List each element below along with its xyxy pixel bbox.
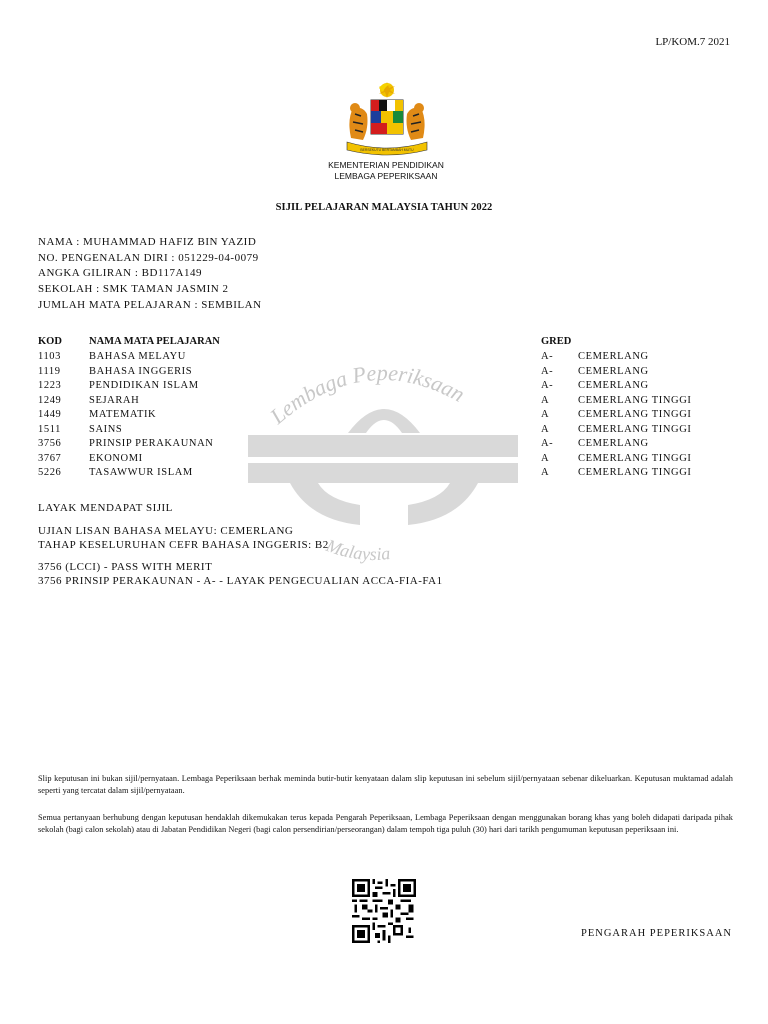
subject-name: PRINSIP PERAKAUNAN	[89, 438, 214, 449]
subject-name: PENDIDIKAN ISLAM	[89, 380, 199, 391]
table-row	[0, 351, 768, 365]
table-row	[0, 467, 768, 481]
ministry-name: KEMENTERIAN PENDIDIKAN	[328, 160, 444, 170]
grade-description: CEMERLANG TINGGI	[578, 394, 692, 406]
subject-grade: A	[541, 409, 550, 420]
grade-description: CEMERLANG	[578, 380, 649, 391]
subject-name: SEJARAH	[89, 394, 140, 406]
disclaimer-paragraph: Slip keputusan ini bukan sijil/pernyataan. Lembaga Peperiksaan berhak meminda butir-butir kenyataan dalam slip keputusan ini sebelum sijil/pernyataan sebenar dikeluarkan. Keputusan muktamad adalah seperti yang tercatat dalam sijil/pernyataan.	[38, 774, 733, 795]
header-nama: NAMA MATA PELAJARAN	[89, 336, 220, 347]
subject-code: 1103	[38, 351, 62, 362]
cefr-level: TAHAP KESELURUHAN CEFR BAHASA INGGERIS: B2	[38, 539, 329, 551]
enquiry-paragraph: Semua pertanyaan berhubung dengan keputusan hendaklah dikemukakan terus kepada Pengarah Peperiksaan, Lembaga Peperiksaan dengan menggunakan borang khas yang boleh didapati daripada pihak sekolah (bagi calon sekolah) atau di Jabatan Pendidikan Negeri (bagi calon persendirian/perseorangan) dalam tempoh tiga puluh (30) hari dari tarikh pengumuman keputusan peperiksaan ini.	[38, 813, 733, 834]
subject-name: MATEMATIK	[89, 409, 157, 420]
subject-grade: A	[541, 467, 550, 478]
grade-description: CEMERLANG	[578, 365, 649, 377]
table-row	[0, 395, 768, 409]
table-row	[0, 438, 768, 452]
candidate-school: SEKOLAH : SMK TAMAN JASMIN 2	[38, 283, 229, 295]
candidate-name: NAMA : MUHAMMAD HAFIZ BIN YAZID	[38, 236, 257, 248]
subject-code: 1223	[38, 380, 62, 391]
coat-of-arms-icon	[333, 80, 441, 160]
subject-grade: A-	[541, 351, 554, 362]
table-row	[0, 366, 768, 380]
subject-name: BAHASA INGGERIS	[89, 365, 193, 377]
table-row	[0, 424, 768, 438]
grade-description: CEMERLANG TINGGI	[578, 423, 692, 435]
candidate-ic: NO. PENGENALAN DIRI : 051229-04-0079	[38, 252, 259, 264]
subject-code: 5226	[38, 467, 62, 478]
oral-test-result: UJIAN LISAN BAHASA MELAYU: CEMERLANG	[38, 525, 294, 537]
grade-description: CEMERLANG	[578, 438, 649, 449]
subject-code: 3756	[38, 438, 62, 449]
candidate-index: ANGKA GILIRAN : BD117A149	[38, 267, 202, 279]
subject-grade: A-	[541, 365, 554, 377]
issuing-authority	[300, 160, 472, 182]
form-code: LP/KOM.7 2021	[655, 36, 730, 48]
subject-count: JUMLAH MATA PELAJARAN : SEMBILAN	[38, 299, 262, 311]
grade-description: CEMERLANG TINGGI	[578, 467, 692, 478]
document-title: SIJIL PELAJARAN MALAYSIA TAHUN 2022	[275, 202, 493, 213]
signatory-title: PENGARAH PEPERIKSAAN	[581, 928, 732, 939]
subject-name: TASAWWUR ISLAM	[89, 467, 193, 478]
grade-description: CEMERLANG TINGGI	[578, 409, 692, 420]
grade-description: CEMERLANG	[578, 351, 649, 362]
table-row	[0, 380, 768, 394]
watermark-arc-text: Lembaga Peperiksaan	[265, 359, 469, 429]
subject-name: SAINS	[89, 423, 123, 435]
watermark-bottom-text: Malaysia	[323, 535, 392, 564]
subject-name: EKONOMI	[89, 452, 143, 464]
certificate-eligibility: LAYAK MENDAPAT SIJIL	[38, 502, 173, 514]
header-kod: KOD	[38, 336, 62, 347]
subject-code: 1249	[38, 394, 62, 406]
lcci-result: 3756 (LCCI) - PASS WITH MERIT	[38, 561, 213, 573]
table-row	[0, 453, 768, 467]
header-gred: GRED	[541, 336, 572, 347]
subject-grade: A-	[541, 438, 554, 449]
subject-grade: A	[541, 423, 550, 435]
subject-grade: A	[541, 394, 550, 406]
subject-code: 3767	[38, 452, 62, 464]
subject-code: 1449	[38, 409, 62, 420]
subject-name: BAHASA MELAYU	[89, 351, 186, 362]
subject-code: 1511	[38, 423, 62, 435]
subject-grade: A-	[541, 380, 554, 391]
acca-exemption: 3756 PRINSIP PERAKAUNAN - A- - LAYAK PENGECUALIAN ACCA-FIA-FA1	[38, 575, 443, 587]
subject-grade: A	[541, 452, 550, 464]
qr-code-icon	[352, 879, 416, 943]
table-row	[0, 409, 768, 423]
crest-caption: BERSEKUTU BERTAMBAH MUTU	[360, 148, 414, 152]
board-name: LEMBAGA PEPERIKSAAN	[334, 171, 438, 181]
grade-description: CEMERLANG TINGGI	[578, 452, 692, 464]
subject-code: 1119	[38, 365, 61, 377]
